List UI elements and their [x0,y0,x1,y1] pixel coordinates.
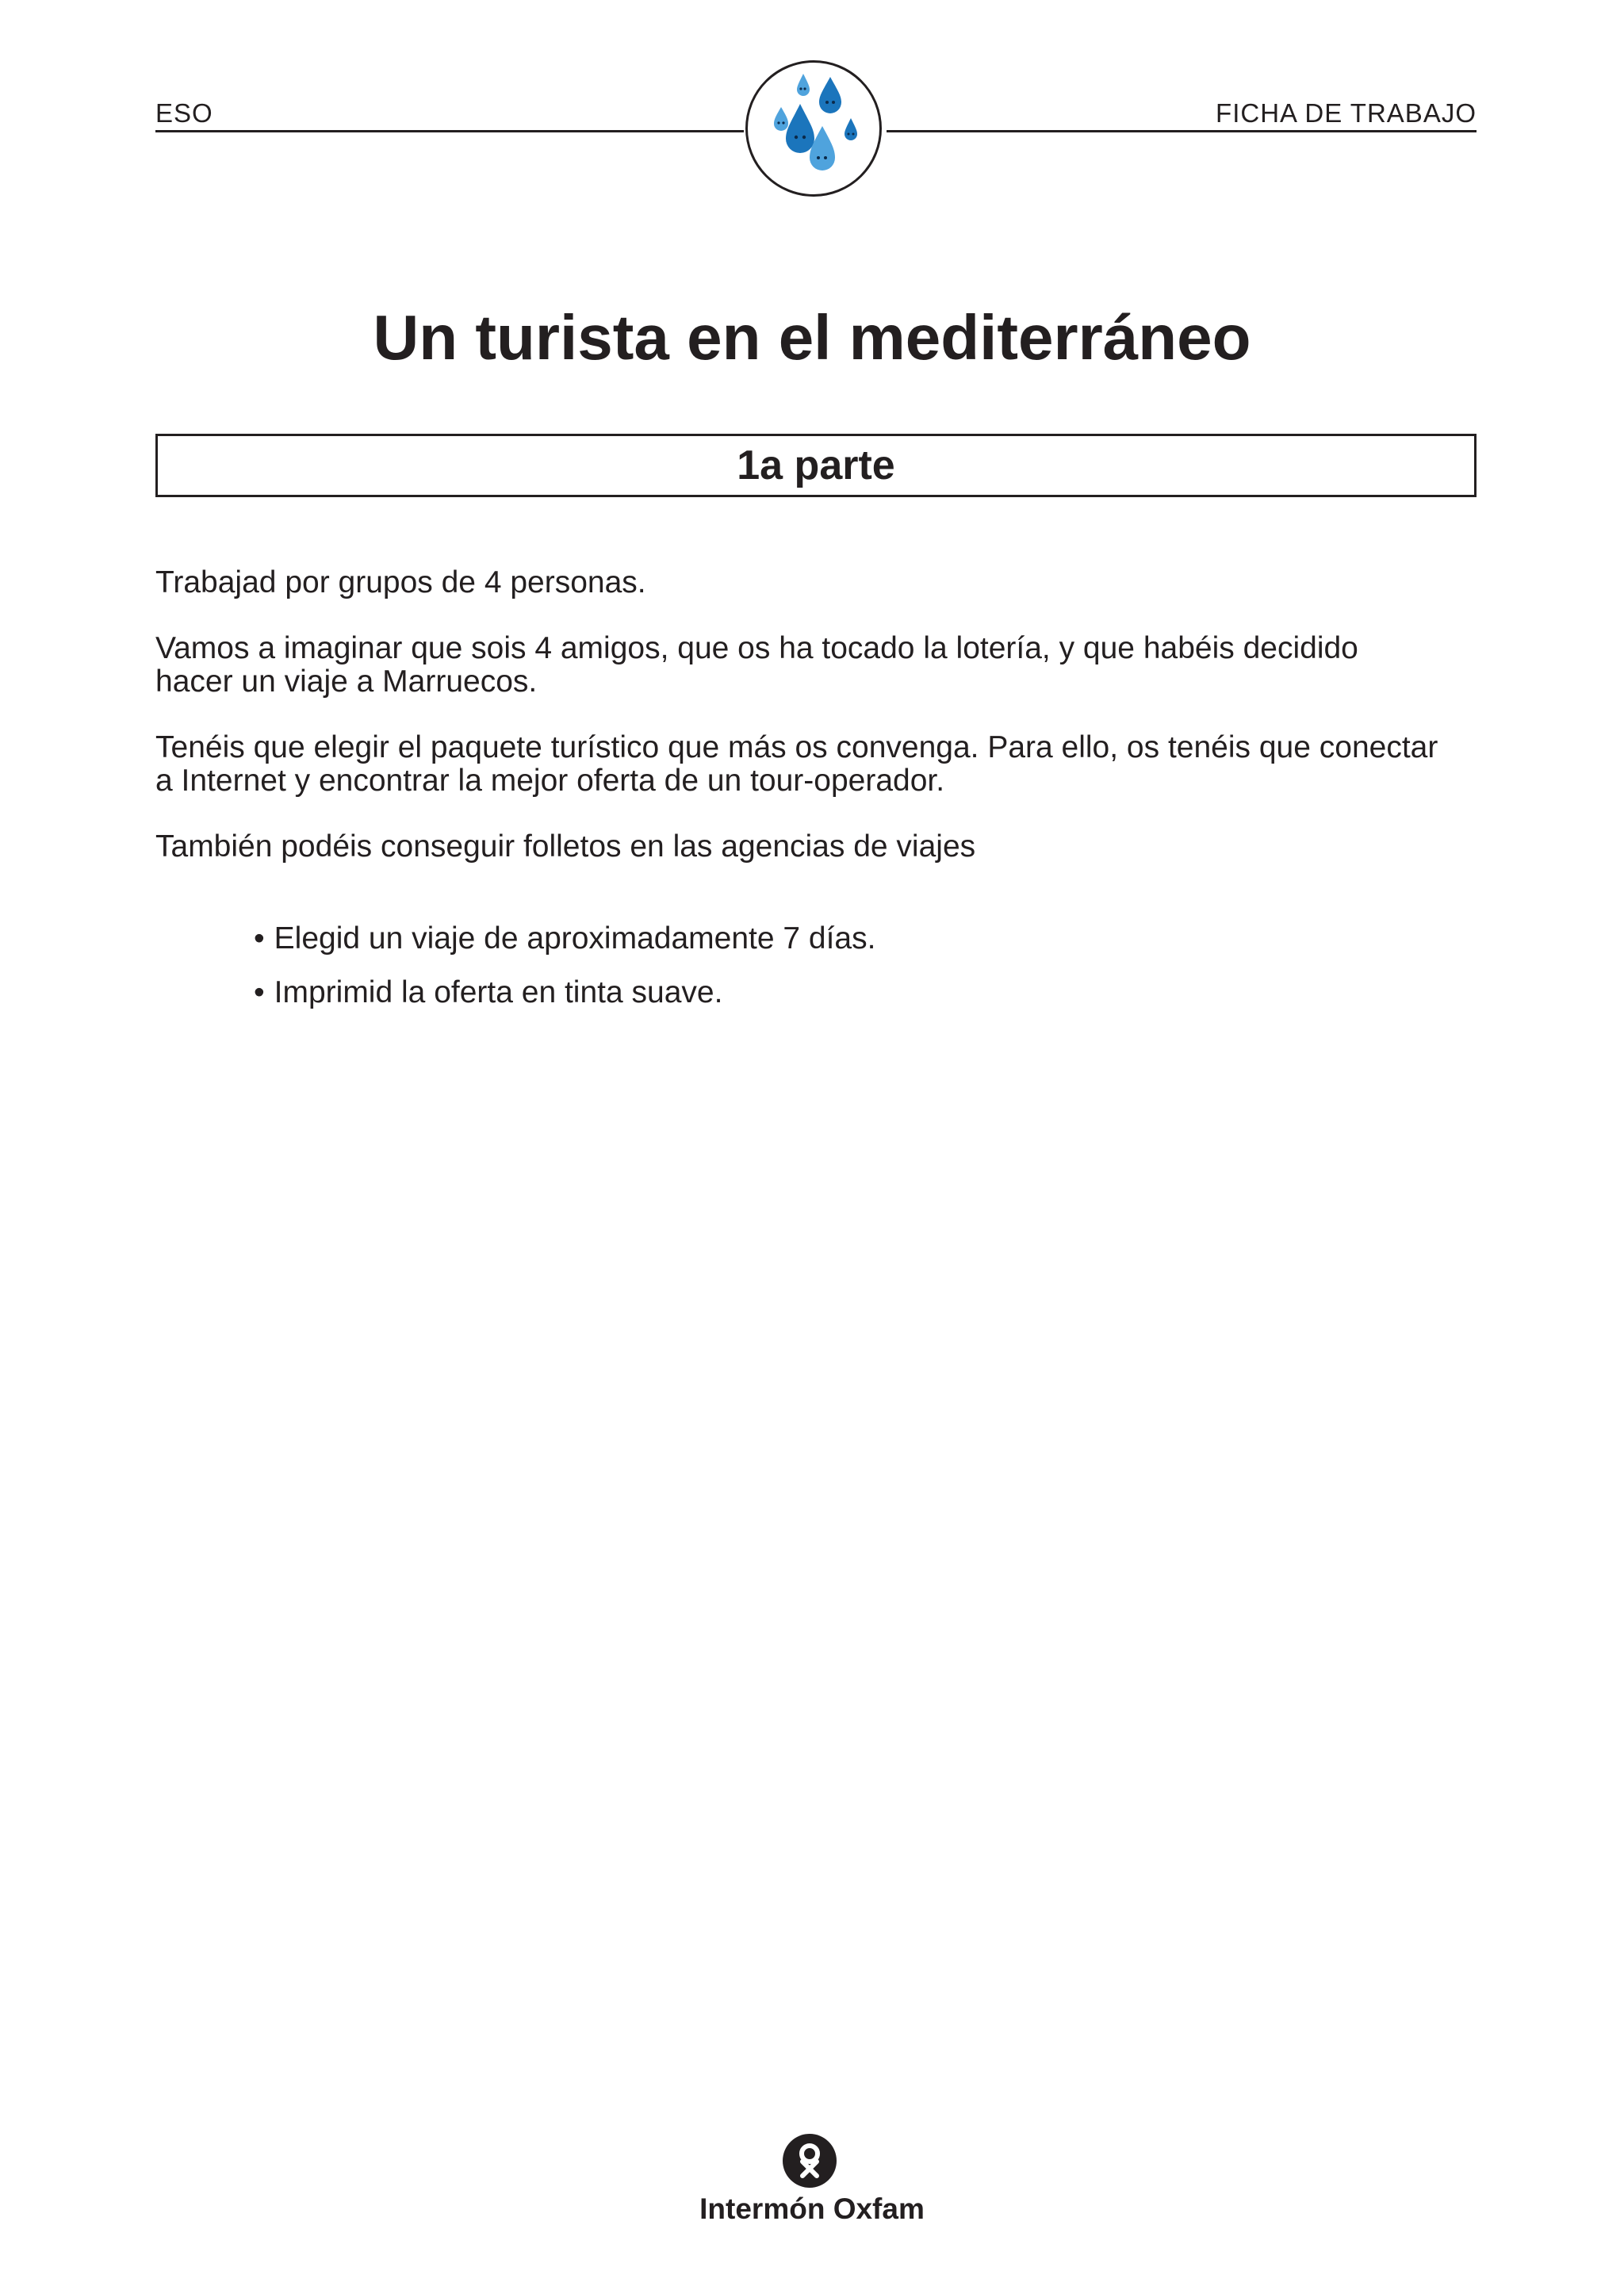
list-item-text: Elegid un viaje de aproximadamente 7 días. [274,921,876,956]
paragraph-line: hacer un viaje a Marruecos. [155,664,538,699]
oxfam-logo-icon [782,2133,837,2189]
footer-brand: Intermón Oxfam [699,2193,925,2225]
drop-icon [774,107,788,131]
section-header-box [155,434,1477,497]
bullet-marker: • [254,921,265,956]
list-item [254,976,875,1009]
paragraph-text: Trabajad por grupos de 4 personas. [155,565,646,599]
header-right-label: FICHA DE TRABAJO [1216,98,1477,128]
paragraph-line: a Internet y encontrar la mejor oferta de un tour-operador. [155,764,945,798]
paragraph-line: Tenéis que elegir el paquete turístico que más os convenga. Para ello, os tenéis que conectar [155,730,1438,764]
paragraph-brochures [155,830,1488,864]
drop-icon [797,74,810,96]
list-item [254,922,875,956]
instruction-list [254,922,875,1030]
water-drops-logo-icon [745,60,882,197]
paragraph-line: Vamos a imaginar que sois 4 amigos, que os ha tocado la lotería, y que habéis decidido [155,631,1358,665]
paragraph-groups [155,566,1488,599]
paragraph-package [155,731,1488,798]
page-title: Un turista en el mediterráneo [373,302,1251,373]
drop-icon [786,104,814,153]
header-rule-right [887,130,1477,132]
drop-icon [845,118,857,140]
header-rule-left [155,130,744,132]
paragraph-lottery [155,632,1488,699]
paragraph-text: También podéis conseguir folletos en las agencias de viajes [155,829,976,864]
section-label: 1a parte [737,442,895,488]
list-item-text: Imprimid la oferta en tinta suave. [274,975,723,1009]
header-left-label: ESO [155,98,213,128]
drop-icon [819,77,841,113]
bullet-marker: • [254,975,265,1009]
